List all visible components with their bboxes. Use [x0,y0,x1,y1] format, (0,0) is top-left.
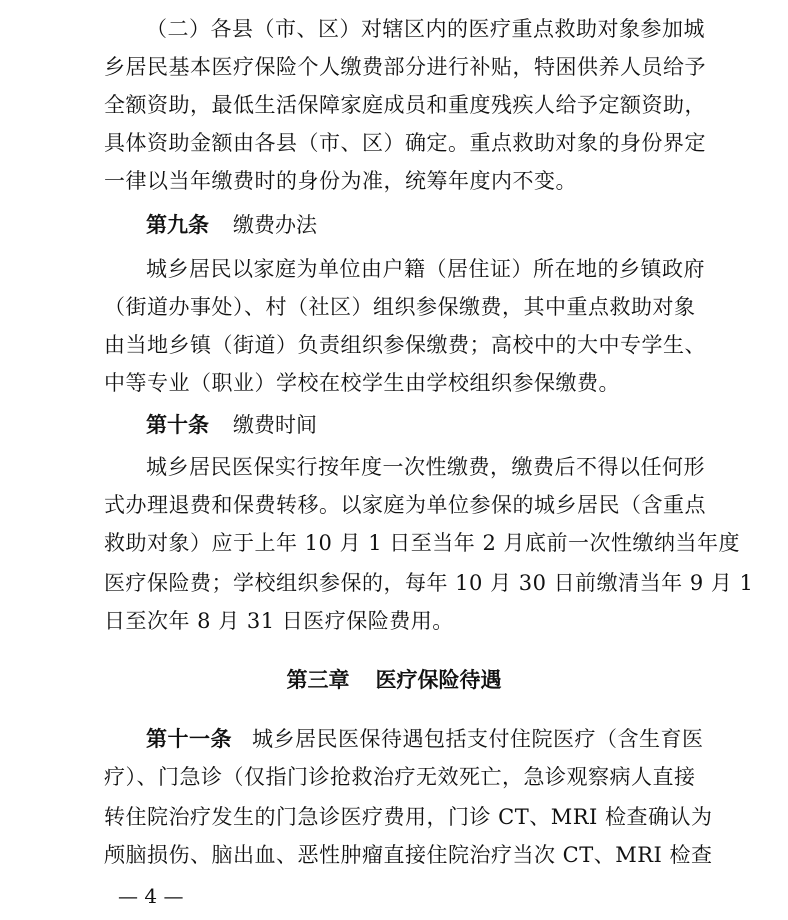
article-11-line-3: 转住院治疗发生的门急诊医疗费用，门诊 CT、MRI 检查确认为 [104,805,713,829]
para-1-line-3: 全额资助，最低生活保障家庭成员和重度残疾人给予定额资助， [104,93,706,117]
article-10-title: 缴费时间 [233,413,317,437]
article-10-label: 第十条 [146,413,209,437]
article-9-line-2: （街道办事处）、村（社区）组织参保缴费，其中重点救助对象 [104,295,696,319]
article-11-first-line: 城乡居民医保待遇包括支付住院医疗（含生育医 [252,727,704,751]
para-1-line-2: 乡居民基本医疗保险个人缴费部分进行补贴，特困供养人员给予 [104,55,706,79]
article-10-line-2: 式办理退费和保费转移。以家庭为单位参保的城乡居民（含重点 [104,493,706,517]
article-10-line-1: 城乡居民医保实行按年度一次性缴费，缴费后不得以任何形 [146,455,705,479]
article-10-heading [146,410,317,440]
article-11-line-1 [146,724,704,754]
article-9-line-3: 由当地乡镇（街道）负责组织参保缴费；高校中的大中专学生、 [104,333,706,357]
chapter-3-label: 第三章 [286,668,350,692]
article-9-label: 第九条 [146,213,209,237]
article-11-line-2: 疗）、门急诊（仅指门诊抢救治疗无效死亡，急诊观察病人直接 [104,765,696,789]
chapter-3-title: 医疗保险待遇 [375,668,502,692]
article-11-line-4: 颅脑损伤、脑出血、恶性肿瘤直接住院治疗当次 CT、MRI 检查 [104,843,713,867]
para-1-line-5: 一律以当年缴费时的身份为准，统筹年度内不变。 [104,169,577,193]
article-9-line-4: 中等专业（职业）学校在校学生由学校组织参保缴费。 [104,371,620,395]
chapter-3-heading [0,665,788,695]
para-1-line-4: 具体资助金额由各县（市、区）确定。重点救助对象的身份界定 [104,131,706,155]
article-10-line-4: 医疗保险费；学校组织参保的，每年 10 月 30 日前缴清当年 9 月 1 [104,571,754,595]
article-10-line-3: 救助对象）应于上年 10 月 1 日至当年 2 月底前一次性缴纳当年度 [104,531,740,555]
article-9-heading [146,210,317,240]
para-1-line-1: （二）各县（市、区）对辖区内的医疗重点救助对象参加城 [146,17,705,41]
article-9-line-1: 城乡居民以家庭为单位由户籍（居住证）所在地的乡镇政府 [146,257,705,281]
page-number: — 4 — [118,884,184,908]
article-9-title: 缴费办法 [233,213,317,237]
article-11-label: 第十一条 [146,727,232,751]
article-10-line-5: 日至次年 8 月 31 日医疗保险费用。 [104,609,454,633]
